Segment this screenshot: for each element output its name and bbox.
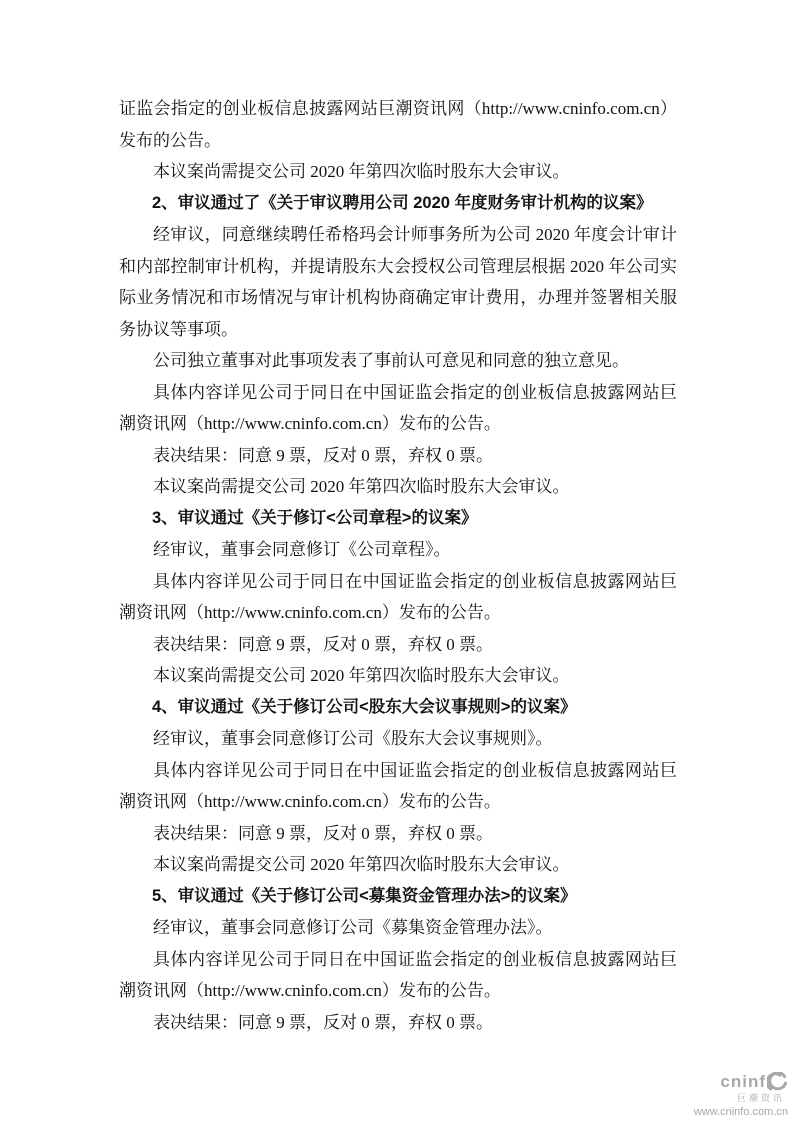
body-paragraph: 本议案尚需提交公司 2020 年第四次临时股东大会审议。 [153,162,570,181]
body-paragraph: 公司独立董事对此事项发表了事前认可意见和同意的独立意见。 [153,351,629,370]
body-paragraph: 经审议，董事会同意修订《公司章程》。 [153,540,451,559]
cninfo-caption: 巨潮资讯 [736,1093,785,1103]
item-5-heading: 5、审议通过《关于修订公司<募集资金管理办法>的议案》 [152,886,577,905]
body-paragraph: 具体内容详见公司于同日在中国证监会指定的创业板信息披露网站巨潮资讯网（http://www.cninfo.com.cn）发布的公告。 [119,571,677,622]
item-2-heading: 2、审议通过了《关于审议聘用公司 2020 年度财务审计机构的议案》 [152,193,653,212]
body-paragraph: 经审议，董事会同意修订公司《股东大会议事规则》。 [153,729,553,748]
body-paragraph: 具体内容详见公司于同日在中国证监会指定的创业板信息披露网站巨潮资讯网（http://www.cninfo.com.cn）发布的公告。 [119,760,677,811]
cninfo-brand-row [694,1072,788,1093]
body-paragraph: 经审议，同意继续聘任希格玛会计师事务所为公司 2020 年度会计审计和内部控制审计机构，并提请股东大会授权公司管理层根据 2020 年公司实际业务情况和市场情况与审计机构协商确定审计费用，办理并签署相关服务协议等事项。 [119,225,677,339]
cninfo-website: www.cninfo.com.cn [693,1105,788,1118]
vote-result-paragraph: 表决结果：同意 9 票，反对 0 票，弃权 0 票。 [153,445,493,465]
body-paragraph: 经审议，董事会同意修订公司《募集资金管理办法》。 [153,918,553,937]
swirl-icon [767,1072,788,1093]
item-4-heading: 4、审议通过《关于修订公司<股东大会议事规则>的议案》 [152,697,577,716]
vote-result-paragraph: 表决结果：同意 9 票，反对 0 票，弃权 0 票。 [153,634,493,654]
document-body [119,93,677,1038]
body-paragraph: 具体内容详见公司于同日在中国证监会指定的创业板信息披露网站巨潮资讯网（http://www.cninfo.com.cn）发布的公告。 [119,382,677,433]
item-3-heading: 3、审议通过《关于修订<公司章程>的议案》 [152,508,478,527]
body-paragraph: 本议案尚需提交公司 2020 年第四次临时股东大会审议。 [153,855,570,874]
body-paragraph: 本议案尚需提交公司 2020 年第四次临时股东大会审议。 [153,477,570,496]
body-paragraph: 具体内容详见公司于同日在中国证监会指定的创业板信息披露网站巨潮资讯网（http://www.cninfo.com.cn）发布的公告。 [119,949,677,1000]
vote-result-paragraph: 表决结果：同意 9 票，反对 0 票，弃权 0 票。 [153,1012,493,1032]
continuation-paragraph: 证监会指定的创业板信息披露网站巨潮资讯网（http://www.cninfo.com.cn）发布的公告。 [119,99,677,150]
body-paragraph: 本议案尚需提交公司 2020 年第四次临时股东大会审议。 [153,666,570,685]
cninfo-logo [694,1072,788,1118]
cninfo-brand-text: cninf [720,1072,766,1092]
vote-result-paragraph: 表决结果：同意 9 票，反对 0 票，弃权 0 票。 [153,823,493,843]
